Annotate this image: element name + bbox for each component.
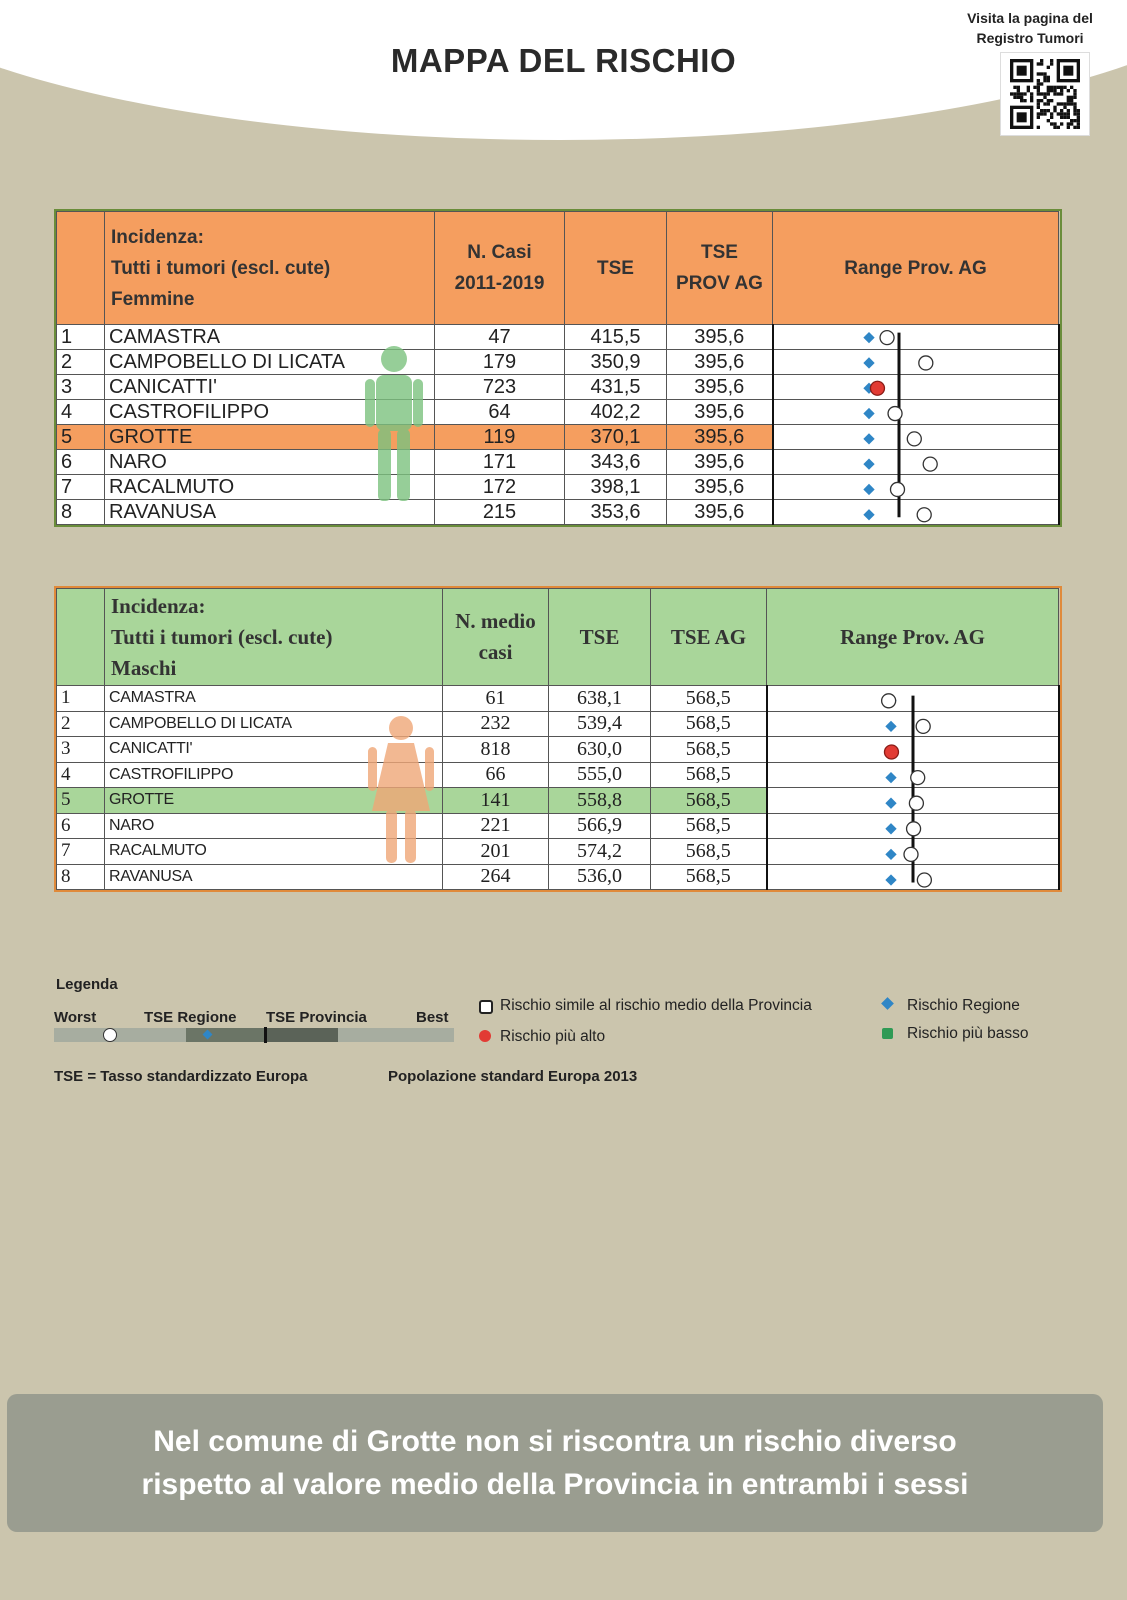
municipality-name: RACALMUTO	[105, 839, 443, 865]
header-title-line: Incidenza:	[111, 226, 204, 248]
municipality-name: GROTTE	[105, 425, 435, 450]
legend-lower-risk: Rischio più basso	[907, 1025, 1029, 1042]
conclusion-line: Nel comune di Grotte non si riscontra un rischio diverso	[153, 1425, 957, 1458]
tse-value: 555,0	[549, 762, 651, 788]
tse-ag-value: 568,5	[651, 813, 767, 839]
table-row	[57, 350, 1059, 375]
municipality-name: RAVANUSA	[105, 864, 443, 890]
tse-value: 353,6	[565, 500, 667, 525]
tse-value: 398,1	[565, 475, 667, 500]
municipality-name: CASTROFILIPPO	[105, 400, 435, 425]
tse-ag-value: 568,5	[651, 686, 767, 712]
cases-value: 119	[435, 425, 565, 450]
range-cell	[767, 813, 1059, 839]
municipality-name: RAVANUSA	[105, 500, 435, 525]
tse-value: 539,4	[549, 711, 651, 737]
cases-value: 179	[435, 350, 565, 375]
header-title-line: Maschi	[111, 655, 177, 680]
tse-value: 343,6	[565, 450, 667, 475]
tse-prov-header	[667, 212, 773, 325]
table-row	[57, 711, 1059, 737]
municipality-name: NARO	[105, 813, 443, 839]
range-cell	[767, 686, 1059, 712]
conclusion-banner	[7, 1394, 1103, 1532]
cases-value: 171	[435, 450, 565, 475]
qr-code-graphic	[1010, 59, 1080, 129]
qr-code-icon[interactable]	[1000, 52, 1090, 136]
higher-risk-icon	[479, 1030, 491, 1042]
cases-value: 215	[435, 500, 565, 525]
cases-value: 66	[443, 762, 549, 788]
municipality-name: CANICATTI'	[105, 375, 435, 400]
male-incidence-table	[56, 588, 1060, 890]
page-title: MAPPA DEL RISCHIO	[390, 42, 737, 79]
row-index: 1	[57, 686, 105, 712]
tse-value: 402,2	[565, 400, 667, 425]
table-row	[57, 737, 1059, 763]
table-row	[57, 686, 1059, 712]
legend-scale-bar	[54, 1028, 454, 1042]
municipality-name: NARO	[105, 450, 435, 475]
legend-best-label: Best	[416, 1009, 449, 1026]
legend-region-risk: Rischio Regione	[907, 997, 1020, 1014]
table-row	[57, 425, 1059, 450]
row-index: 3	[57, 737, 105, 763]
row-index: 7	[57, 475, 105, 500]
table-row	[57, 839, 1059, 865]
range-cell	[767, 737, 1059, 763]
legend-scale-circle-icon	[103, 1028, 117, 1042]
range-cell	[767, 762, 1059, 788]
table-row	[57, 475, 1059, 500]
tse-definition: TSE = Tasso standardizzato Europa	[54, 1068, 308, 1085]
tse-ag-value: 568,5	[651, 762, 767, 788]
row-index: 4	[57, 400, 105, 425]
row-index: 7	[57, 839, 105, 865]
tse-value: 566,9	[549, 813, 651, 839]
table-row	[57, 450, 1059, 475]
cases-value: 61	[443, 686, 549, 712]
header-cases-line: N. medio	[455, 609, 536, 633]
row-index: 4	[57, 762, 105, 788]
table-row	[57, 500, 1059, 525]
female-incidence-table	[56, 211, 1060, 525]
qr-caption	[955, 8, 1105, 48]
row-index: 6	[57, 450, 105, 475]
index-header	[57, 212, 105, 325]
row-index: 2	[57, 711, 105, 737]
row-index: 2	[57, 350, 105, 375]
cases-value: 172	[435, 475, 565, 500]
cases-value: 818	[443, 737, 549, 763]
municipality-name: CAMPOBELLO DI LICATA	[105, 711, 443, 737]
tse-value: 370,1	[565, 425, 667, 450]
tse-value: 630,0	[549, 737, 651, 763]
range-header: Range Prov. AG	[767, 589, 1059, 686]
lower-risk-icon	[882, 1028, 893, 1039]
tse-ag-value: 568,5	[651, 737, 767, 763]
legend-region-segment	[186, 1028, 266, 1042]
tse-ag-value: 568,5	[651, 788, 767, 814]
row-index: 5	[57, 425, 105, 450]
tse-header: TSE	[565, 212, 667, 325]
municipality-name: CANICATTI'	[105, 737, 443, 763]
legend-tse-regione-label: TSE Regione	[144, 1009, 237, 1026]
header-title-line: Tutti i tumori (escl. cute)	[111, 624, 333, 649]
range-cell	[773, 350, 1059, 375]
tse-value: 558,8	[549, 788, 651, 814]
region-risk-icon	[881, 997, 894, 1010]
table-row	[57, 864, 1059, 890]
range-cell	[767, 788, 1059, 814]
municipality-name: CAMASTRA	[105, 325, 435, 350]
range-cell	[767, 864, 1059, 890]
tse-value: 536,0	[549, 864, 651, 890]
tse-value: 638,1	[549, 686, 651, 712]
tse-ag-value: 568,5	[651, 839, 767, 865]
municipality-name: CAMASTRA	[105, 686, 443, 712]
tse-prov-value: 395,6	[667, 500, 773, 525]
header-tse-prov-line: PROV AG	[676, 273, 763, 294]
male-title-header	[105, 589, 443, 686]
table-row	[57, 813, 1059, 839]
table-row	[57, 325, 1059, 350]
conclusion-text	[7, 1420, 1103, 1506]
legend-similar-risk: Rischio simile al rischio medio della Provincia	[500, 997, 812, 1014]
table-row	[57, 788, 1059, 814]
tse-value: 574,2	[549, 839, 651, 865]
table-row	[57, 375, 1059, 400]
cases-value: 221	[443, 813, 549, 839]
range-cell	[773, 425, 1059, 450]
qr-caption-line1: Visita la pagina del	[967, 10, 1093, 26]
range-cell	[773, 500, 1059, 525]
row-index: 3	[57, 375, 105, 400]
header-cases-line: N. Casi	[467, 242, 532, 263]
legend-worst-label: Worst	[54, 1009, 97, 1026]
cases-header	[443, 589, 549, 686]
male-table-header	[57, 589, 1059, 686]
similar-risk-icon	[479, 1000, 493, 1014]
tse-prov-value: 395,6	[667, 425, 773, 450]
cases-value: 141	[443, 788, 549, 814]
range-cell	[773, 475, 1059, 500]
row-index: 8	[57, 500, 105, 525]
tse-ag-value: 568,5	[651, 864, 767, 890]
tse-value: 415,5	[565, 325, 667, 350]
conclusion-line: rispetto al valore medio della Provincia in entrambi i sessi	[141, 1468, 969, 1501]
female-title-header	[105, 212, 435, 325]
tse-prov-value: 395,6	[667, 450, 773, 475]
header-title-line: Incidenza:	[111, 593, 206, 618]
cases-value: 264	[443, 864, 549, 890]
tse-prov-value: 395,6	[667, 350, 773, 375]
qr-caption-line2: Registro Tumori	[976, 30, 1084, 46]
tse-value: 350,9	[565, 350, 667, 375]
cases-header	[435, 212, 565, 325]
tse-prov-value: 395,6	[667, 475, 773, 500]
range-cell	[773, 450, 1059, 475]
table-row	[57, 762, 1059, 788]
range-cell	[767, 839, 1059, 865]
municipality-name: CASTROFILIPPO	[105, 762, 443, 788]
header-cases-line: 2011-2019	[454, 273, 545, 294]
legend-higher-risk: Rischio più alto	[500, 1028, 606, 1045]
table-row	[57, 400, 1059, 425]
municipality-name: CAMPOBELLO DI LICATA	[105, 350, 435, 375]
legend-province-segment	[266, 1028, 338, 1042]
cases-value: 201	[443, 839, 549, 865]
range-cell	[773, 325, 1059, 350]
header-title-line: Tutti i tumori (escl. cute)	[111, 257, 331, 279]
tse-ag-header: TSE AG	[651, 589, 767, 686]
tse-value: 431,5	[565, 375, 667, 400]
tse-header: TSE	[549, 589, 651, 686]
legend-province-tick	[264, 1027, 267, 1043]
cases-value: 64	[435, 400, 565, 425]
row-index: 8	[57, 864, 105, 890]
municipality-name: RACALMUTO	[105, 475, 435, 500]
range-header: Range Prov. AG	[773, 212, 1059, 325]
header-title-line: Femmine	[111, 288, 195, 310]
population-standard-note: Popolazione standard Europa 2013	[388, 1068, 638, 1085]
row-index: 6	[57, 813, 105, 839]
female-table-header	[57, 212, 1059, 325]
index-header	[57, 589, 105, 686]
cases-value: 723	[435, 375, 565, 400]
row-index: 1	[57, 325, 105, 350]
row-index: 5	[57, 788, 105, 814]
municipality-name: GROTTE	[105, 788, 443, 814]
header-cases-line: casi	[478, 640, 513, 664]
range-cell	[767, 711, 1059, 737]
cases-value: 232	[443, 711, 549, 737]
tse-ag-value: 568,5	[651, 711, 767, 737]
tse-prov-value: 395,6	[667, 400, 773, 425]
tse-prov-value: 395,6	[667, 325, 773, 350]
range-cell	[773, 400, 1059, 425]
cases-value: 47	[435, 325, 565, 350]
range-cell	[773, 375, 1059, 400]
header-tse-prov-line: TSE	[701, 242, 738, 263]
legend-title: Legenda	[56, 976, 118, 993]
tse-prov-value: 395,6	[667, 375, 773, 400]
legend-tse-provincia-label: TSE Provincia	[266, 1009, 367, 1026]
